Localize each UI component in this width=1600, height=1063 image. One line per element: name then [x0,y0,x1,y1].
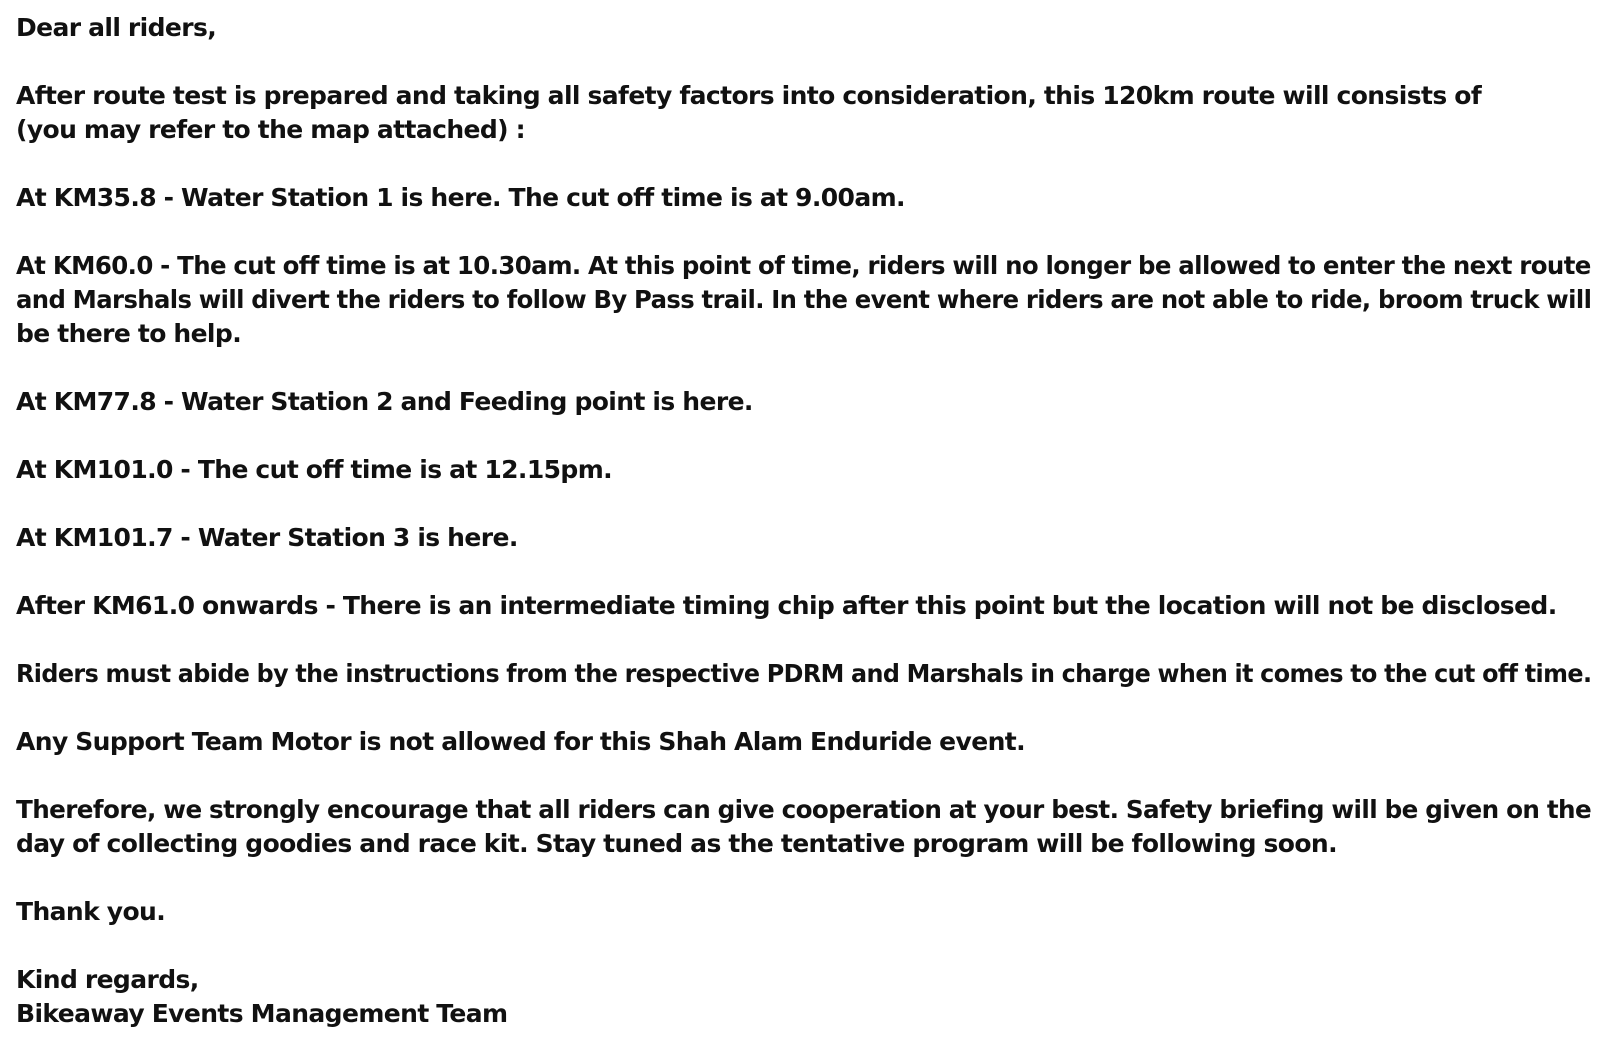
signature: Bikeaway Events Management Team [16,999,508,1028]
paragraph-gap [16,691,1591,725]
paragraph-gap [16,351,1591,385]
regards: Kind regards, [16,965,199,994]
checkpoint-km60-line-3: be there to help. [16,319,242,348]
paragraph-gap [16,759,1591,793]
paragraph-gap [16,861,1591,895]
thanks: Thank you. [16,897,166,926]
greeting: Dear all riders, [16,13,217,42]
checkpoint-km60-line-2: and Marshals will divert the riders to follow By Pass trail. In the event where riders are not able to ride, broom truck will [16,285,1592,314]
intro-line-1: After route test is prepared and taking all safety factors into consideration, this 120km route will consists of [16,81,1482,110]
event-notice-letter [16,11,1591,1031]
paragraph-gap [16,45,1591,79]
paragraph-gap [16,555,1591,589]
paragraph-gap [16,147,1591,181]
intro-line-2: (you may refer to the map attached) : [16,115,525,144]
paragraph-gap [16,215,1591,249]
paragraph-gap [16,929,1591,963]
paragraph-gap [16,623,1591,657]
checkpoint-km101-0: At KM101.0 - The cut off time is at 12.15pm. [16,455,613,484]
checkpoint-km101-7: At KM101.7 - Water Station 3 is here. [16,523,518,552]
checkpoint-km77: At KM77.8 - Water Station 2 and Feeding point is here. [16,387,753,416]
timing-chip-note: After KM61.0 onwards - There is an intermediate timing chip after this point but the location will not be disclosed. [16,591,1557,620]
checkpoint-km35: At KM35.8 - Water Station 1 is here. The cut off time is at 9.00am. [16,183,905,212]
closing-line-1: Therefore, we strongly encourage that all riders can give cooperation at your best. Safety briefing will be given on the [16,795,1592,824]
abide-instructions: Riders must abide by the instructions from the respective PDRM and Marshals in charge when it comes to the cut off time. [16,659,1592,688]
paragraph-gap [16,487,1591,521]
closing-line-2: day of collecting goodies and race kit. Stay tuned as the tentative program will be following soon. [16,829,1338,858]
paragraph-gap [16,419,1591,453]
support-motor-note: Any Support Team Motor is not allowed for this Shah Alam Enduride event. [16,727,1026,756]
checkpoint-km60-line-1: At KM60.0 - The cut off time is at 10.30am. At this point of time, riders will no longer be allowed to enter the next route [16,251,1591,280]
